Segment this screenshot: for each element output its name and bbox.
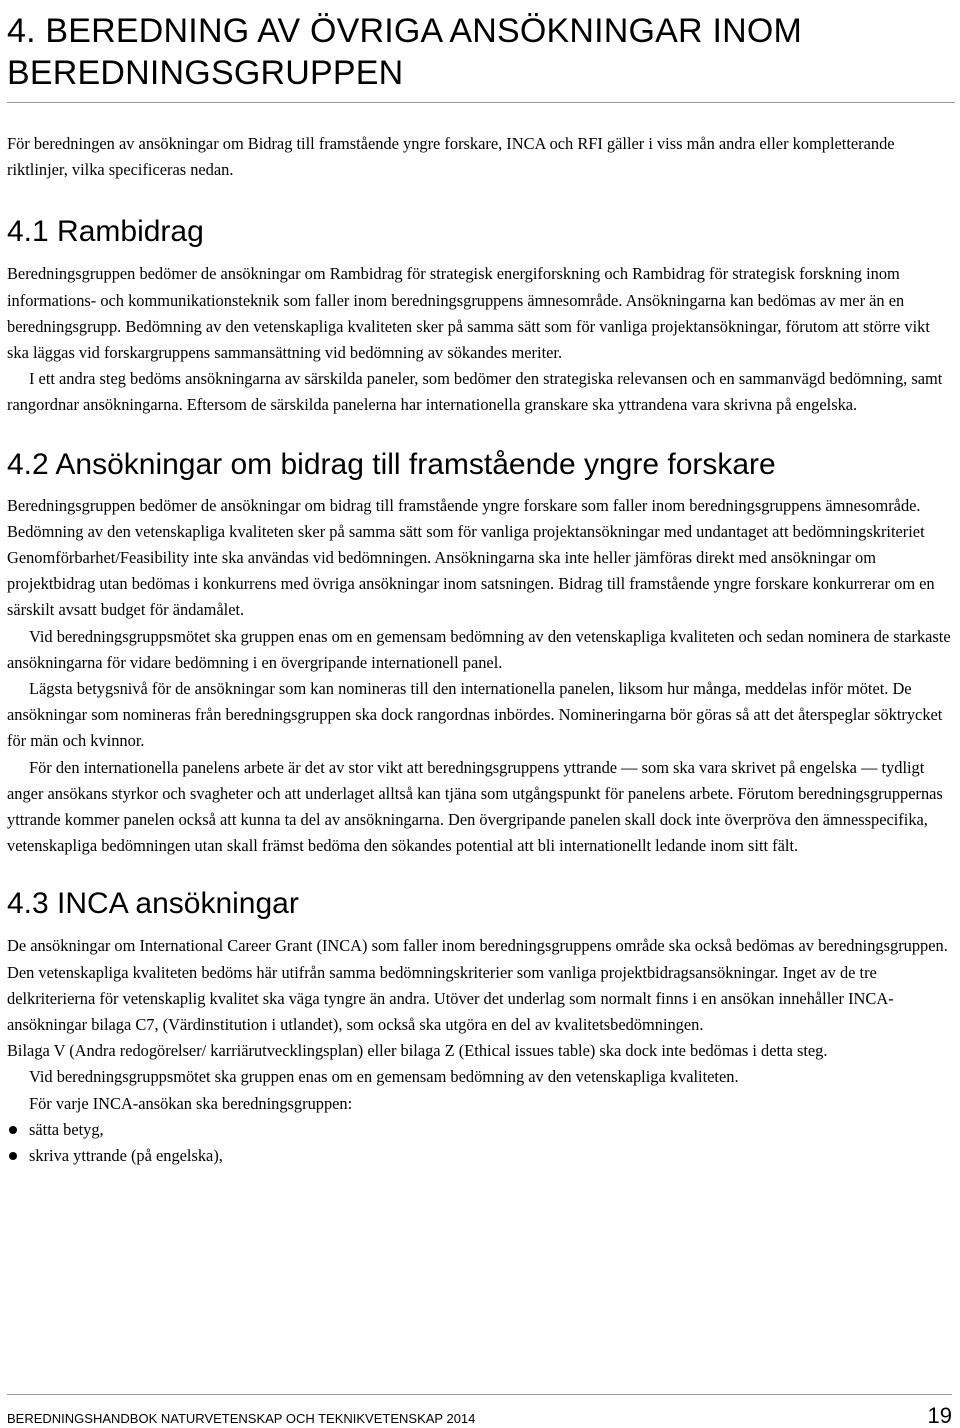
chapter-title: 4. BEREDNING AV ÖVRIGA ANSÖKNINGAR INOM BEREDNINGSGRUPPEN [7, 0, 955, 103]
paragraph: Beredningsgruppen bedömer de ansökningar om Rambidrag för strategisk energiforskning och Rambidrag för strategisk forskning inom informations- och kommunikationsteknik som faller inom beredningsgruppens ämnesområde. Ansökningarna kan bedömas av mer än en beredningsgrupp. Bedömning av den vetenskapliga kvaliteten sker på samma sätt som för vanliga projektansökningar, förutom att större vikt ska läggas vid forskargruppens sammansättning vid bedömning av sökandes meriter. [7, 264, 930, 363]
paragraph: Vid beredningsgruppsmötet ska gruppen enas om en gemensam bedömning av den vetenskapliga kvaliteten. [29, 1067, 739, 1087]
paragraph: Beredningsgruppen bedömer de ansökningar om bidrag till framstående yngre forskare som faller inom beredningsgruppens ämnesområde. Bedömning av den vetenskapliga kvaliteten sker på samma sätt som för vanliga projektansökningar med undantaget att bedömningskriteriet Genomförbarhet/Feasibility inte ska användas vid bedömningen. Ansökningarna ska inte heller jämföras direkt med ansökningar om projektbidrag utan bedömas i konkurrens med övriga ansökningar inom satsningen. Bidrag till framstående yngre forskare konkurrerar om en särskilt avsatt budget för ändamålet. [7, 495, 935, 620]
paragraph: Lägsta betygsnivå för de ansökningar som kan nomineras till den internationella panelen, liksom hur många, meddelas inför mötet. De ansökningar som nomineras från beredningsgruppen ska dock rangordnas inbördes. Nomineringarna bör göras så att det återspeglar söktrycket för män och kvinnor. [7, 679, 943, 751]
bullet-icon [9, 1126, 17, 1134]
section-title-inca: 4.3 INCA ansökningar [7, 887, 299, 921]
list-item-text: skriva yttrande (på engelska), [29, 1146, 223, 1166]
bullet-icon [9, 1152, 17, 1160]
paragraph: I ett andra steg bedöms ansökningarna av särskilda paneler, som bedömer den strategiska relevansen och en sammanvägd bedömning, samt rangordnar ansökningarna. Eftersom de särskilda panelerna har internationella granskare ska yttrandena vara skrivna på engelska. [7, 369, 943, 415]
list-item-text: sätta betyg, [29, 1119, 104, 1139]
paragraph: För den internationella panelens arbete är det av stor vikt att beredningsgruppens yttrande — som ska vara skrivet på engelska — tydligt anger ansökans styrkor och svagheter och att underlaget alltså kan tjäna som utgångspunkt för panelens arbete. Förutom beredningsgruppernas yttrande kommer panelen också att kunna ta del av ansökningarna. Den övergripande panelen skall dock inte överpröva den ämnesspecifika, vetenskapliga bedömningen utan skall främst bedöma den sökandes potential att bli internationellt ledande inom sitt fält. [7, 757, 943, 856]
list-item [7, 1117, 955, 1143]
paragraph: Bilaga V (Andra redogörelser/ karriärutvecklingsplan) eller bilaga Z (Ethical issues table) ska dock inte bedömas i detta steg. [7, 1041, 828, 1061]
list-item [7, 1143, 955, 1169]
bullet-list [7, 1117, 955, 1169]
paragraph: De ansökningar om International Career Grant (INCA) som faller inom beredningsgruppens område ska också bedömas av beredningsgruppen. Den vetenskapliga kvaliteten bedöms här utifrån samma bedömningskriterier som vanliga projektbidragsansökningar. Inget av de tre delkriterierna för vetenskaplig kvalitet ska väga tyngre än andra. Utöver det underlag som normalt finns i en ansökan innehåller INCA-ansökningar bilaga C7, (Värdinstitution i utlandet), som också ska utgöra en del av kvalitetsbedömningen. [7, 936, 948, 1035]
document-page [7, 0, 955, 1169]
chapter-intro: För beredningen av ansökningar om Bidrag till framstående yngre forskare, INCA och RFI gäller i viss mån andra eller kompletterande riktlinjer, vilka specificeras nedan. [7, 134, 895, 180]
page-number: 19 [927, 1403, 952, 1428]
section-title-rambidrag: 4.1 Rambidrag [7, 215, 204, 249]
section-title-yngre-forskare: 4.2 Ansökningar om bidrag till framstående yngre forskare [7, 447, 776, 481]
paragraph: För varje INCA-ansökan ska beredningsgruppen: [29, 1093, 353, 1113]
footer-title: BEREDNINGSHANDBOK NATURVETENSKAP OCH TEKNIKVETENSKAP 2014 [7, 1411, 476, 1426]
page-footer [7, 1394, 952, 1427]
paragraph: Vid beredningsgruppsmötet ska gruppen enas om en gemensam bedömning av den vetenskapliga kvaliteten och sedan nominera de starkaste ansökningarna för vidare bedömning i en övergripande internationell panel. [7, 626, 951, 672]
